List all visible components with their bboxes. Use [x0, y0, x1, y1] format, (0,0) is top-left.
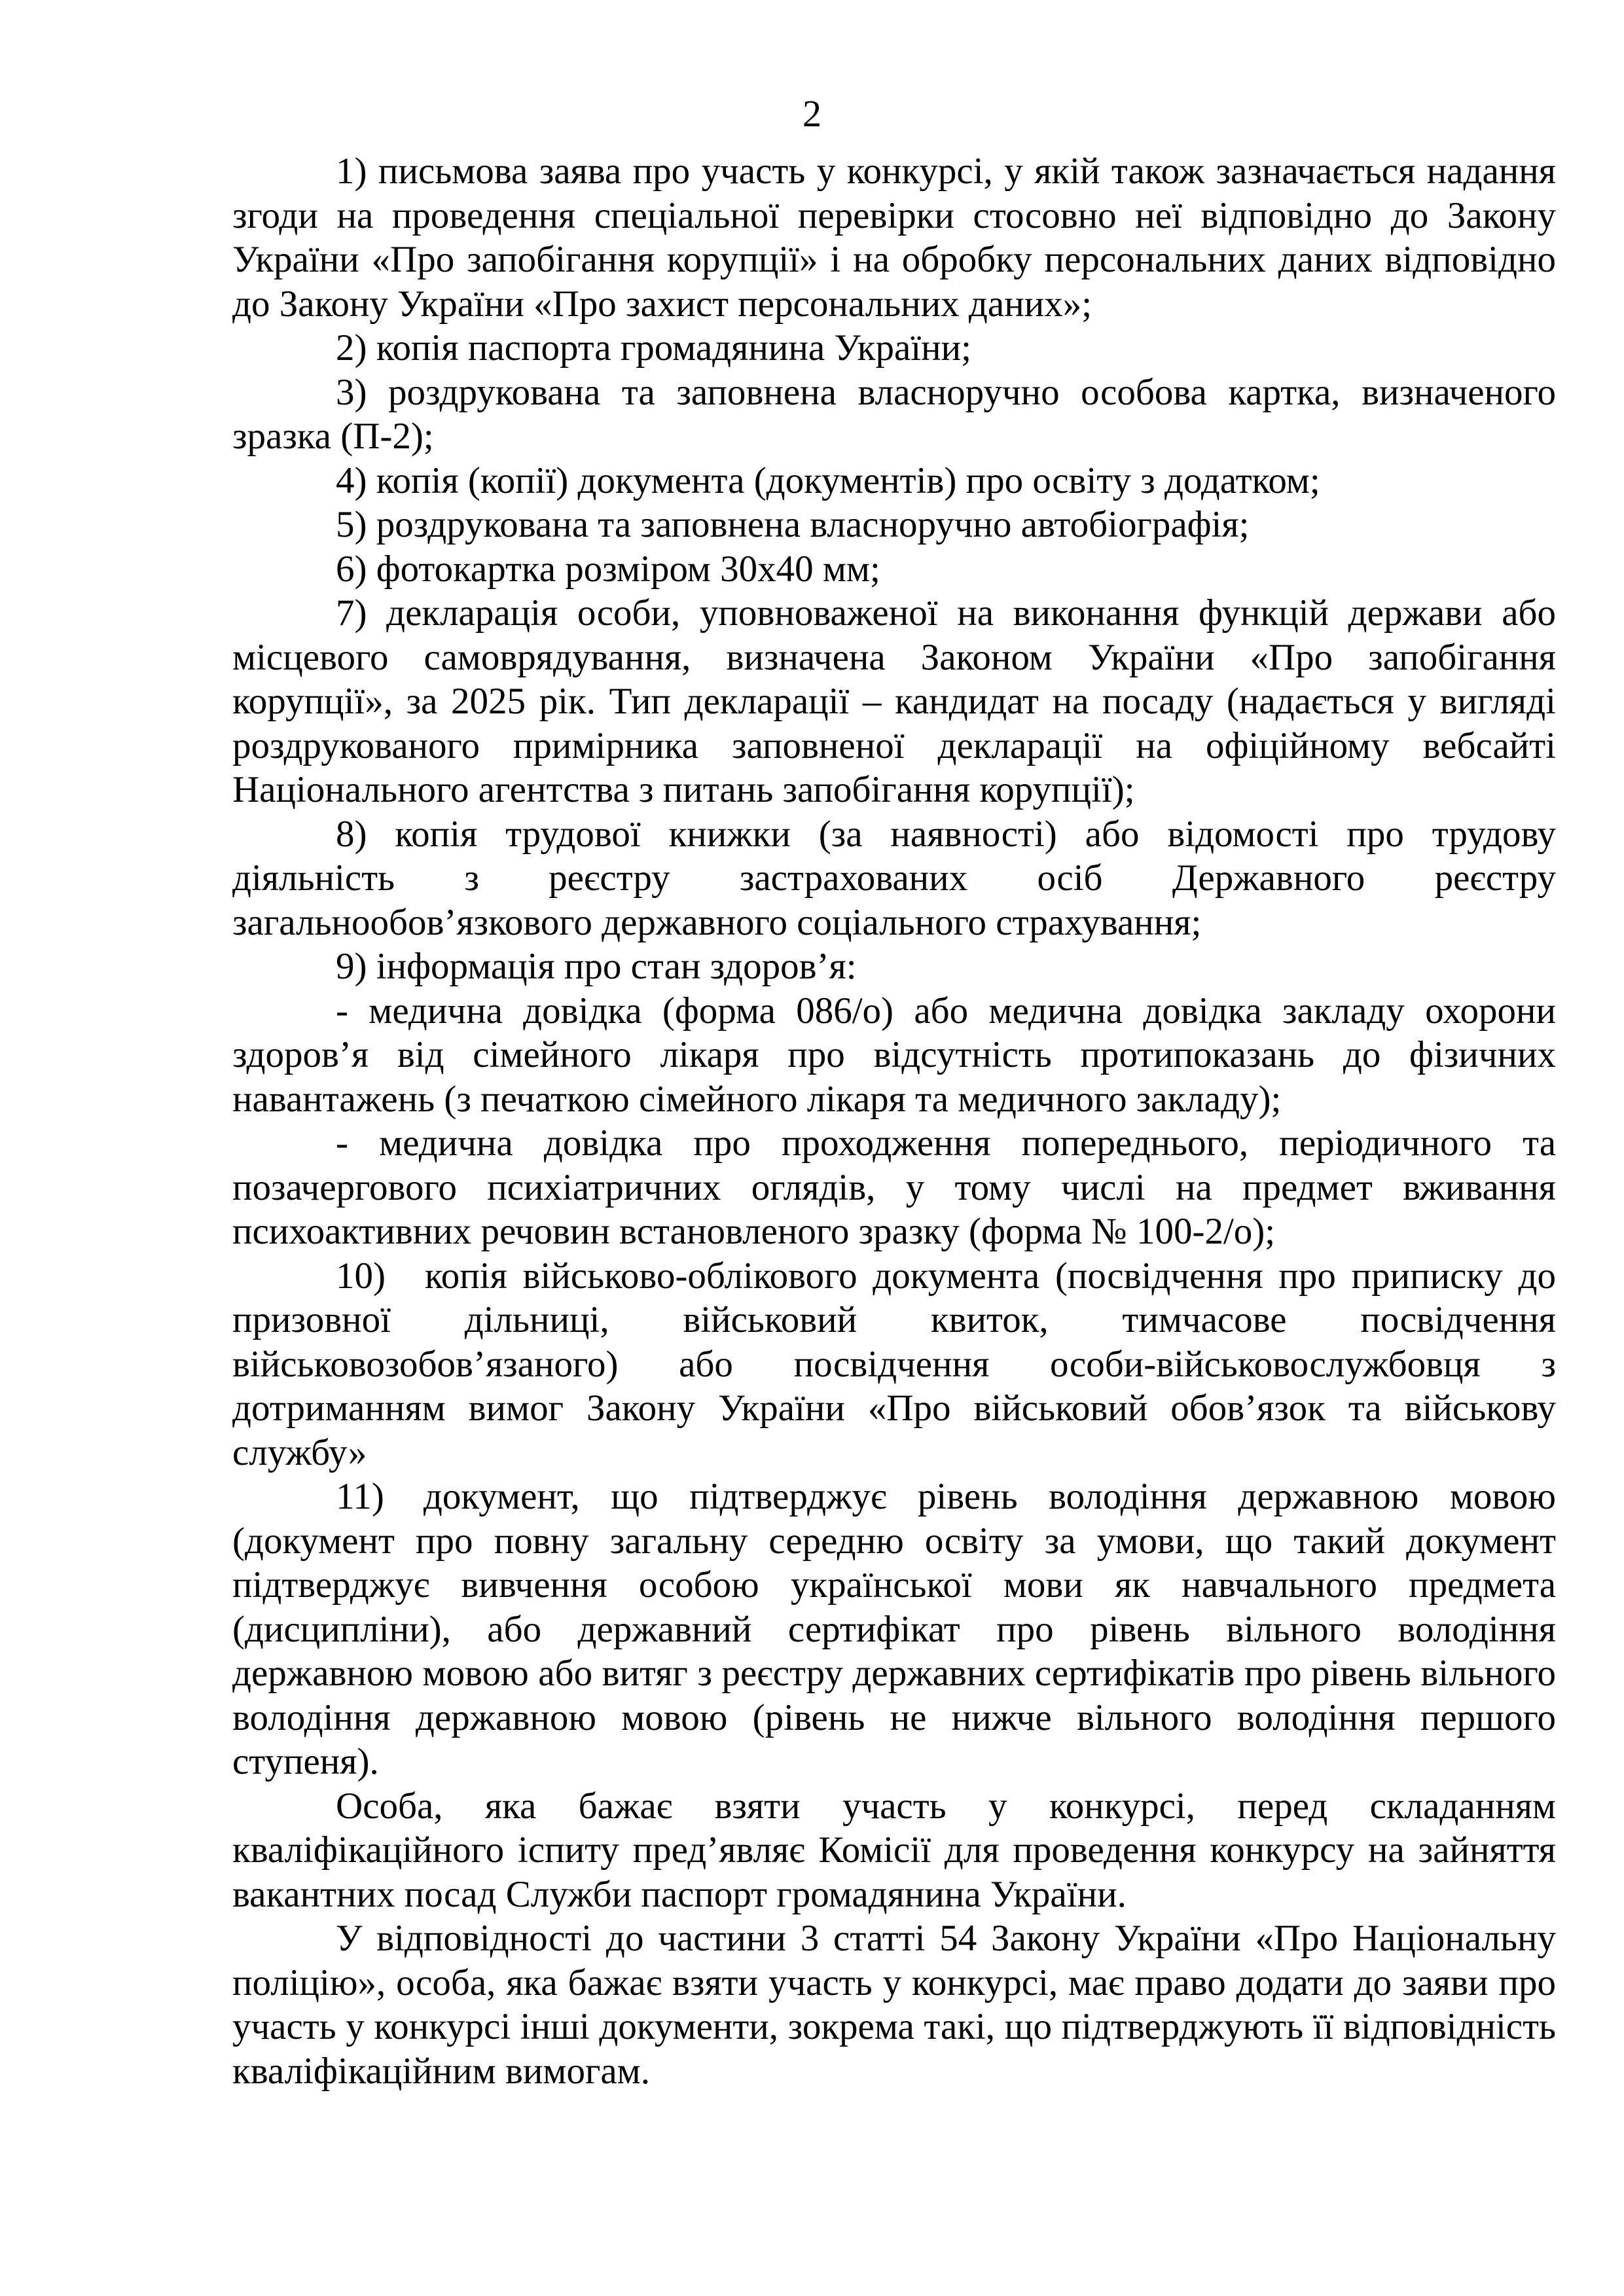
item-number: 11): [336, 1476, 384, 1517]
closing-paragraph-passport: Особа, яка бажає взяти участь у конкурсі, перед складанням кваліфікаційного іспиту пред’являє Комісії для проведення конкурсу на зайняття вакантних посад Служби паспорт громадянина України.: [232, 1785, 1556, 1915]
closing-paragraph-additional-documents: У відповідності до частини 3 статті 54 Закону України «Про Національну поліцію», особа, яка бажає взяти участь у конкурсі, має право додати до заяви про участь у конкурсі інші документи, зокрема такі, що підтверджують її відповідність кваліфікаційним вимогам.: [232, 1918, 1556, 2092]
list-item-10: [232, 1254, 1556, 1475]
item-number: 10): [336, 1255, 386, 1297]
list-item-3: 3) роздрукована та заповнена власноручно особова картка, визначеного зразка (П-2);: [232, 371, 1556, 457]
list-item-2: 2) копія паспорта громадянина України;: [336, 327, 971, 368]
list-item-6: 6) фотокартка розміром 30х40 мм;: [336, 548, 880, 590]
sub-item-psychiatric-certificate: - медична довідка про проходження попереднього, періодичного та позачергового психіатричних оглядів, у тому числі на предмет вживання психоактивних речовин встановленого зразку (форма № 100-2/о);: [232, 1122, 1556, 1252]
list-item-8: 8) копія трудової книжки (за наявності) або відомості про трудову діяльність з реєстру застрахованих осіб Державного реєстру загальнообов’язкового державного соціального страхування;: [232, 813, 1556, 943]
list-item-5: 5) роздрукована та заповнена власноручно автобіографія;: [336, 504, 1250, 545]
item-text: документ, що підтверджує рівень володіння державною мовою (документ про повну загальну середню освіту за умови, що такий документ підтверджує вивчення особою української мови як навчального предмета (дисципліни), або державний сертифікат про рівень вільного володіння державною мовою або витяг з реєстру державних сертифікатів про рівень вільного володіння державною мовою (рівень не нижче вільного володіння першого ступеня).: [232, 1476, 1556, 1782]
list-item-9: 9) інформація про стан здоров’я:: [336, 946, 857, 987]
document-body: [232, 149, 1556, 2093]
item-text: копія військово-облікового документа (посвідчення про приписку до призовної дільниці, військовий квиток, тимчасове посвідчення військовозобов’язаного) або посвідчення особи-військовослужбовця з дотриманням вимог Закону України «Про військовий обов’язок та військову службу»: [232, 1255, 1556, 1473]
sub-item-medical-certificate: - медична довідка (форма 086/о) або медична довідка закладу охорони здоров’я від сімейного лікаря про відсутність протипоказань до фізичних навантажень (з печаткою сімейного лікаря та медичного закладу);: [232, 990, 1556, 1120]
list-item-4: 4) копія (копії) документа (документів) про освіту з додатком;: [336, 459, 1320, 501]
list-item-11: [232, 1475, 1556, 1784]
list-item-1: 1) письмова заява про участь у конкурсі, у якій також зазначається надання згоди на проведення спеціальної перевірки стосовно неї відповідно до Закону України «Про запобігання корупції» і на обробку персональних даних відповідно до Закону України «Про захист персональних даних»;: [232, 151, 1556, 325]
list-item-7: 7) декларація особи, уповноваженої на виконання функцій держави або місцевого самоврядування, визначена Законом України «Про запобігання корупції», за 2025 рік. Тип декларації – кандидат на посаду (надається у вигляді роздрукованого примірника заповненої декларації на офіційному вебсайті Національного агентства з питань запобігання корупції);: [232, 592, 1556, 810]
page-number: 2: [803, 92, 821, 135]
